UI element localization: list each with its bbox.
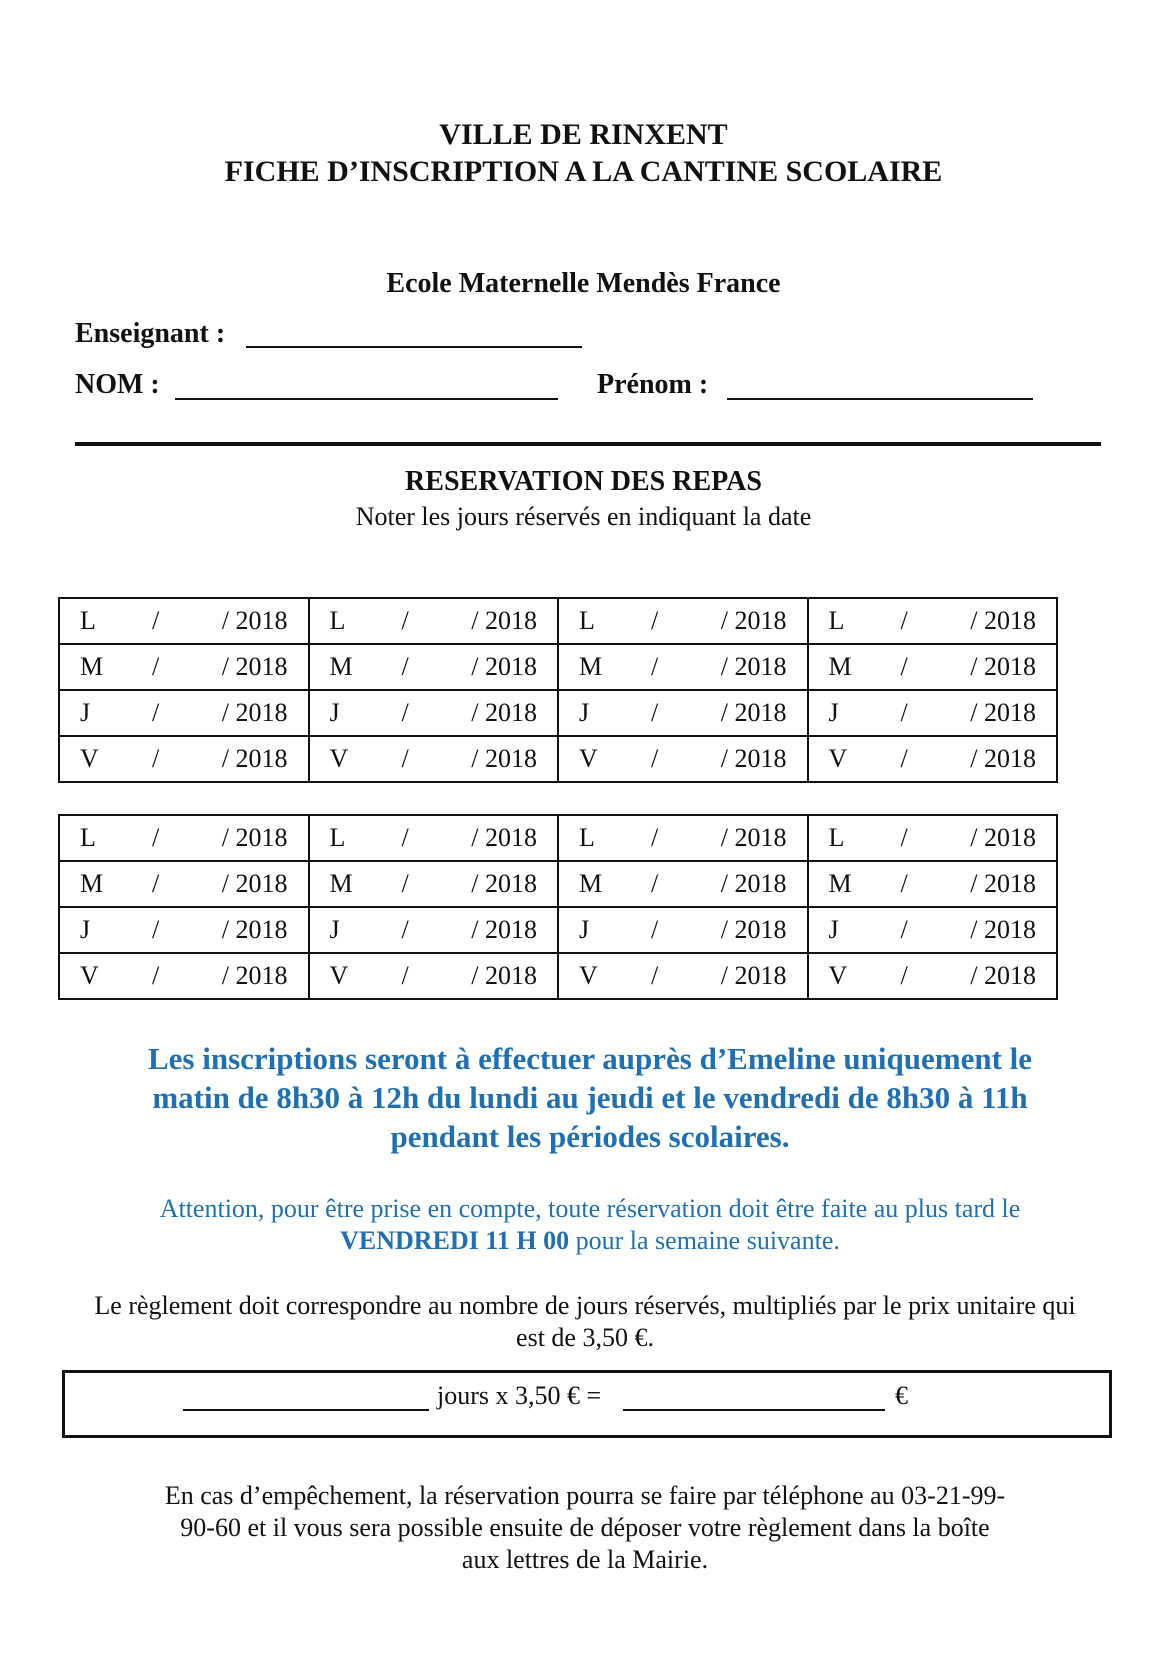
day-letter: L [579,606,595,635]
date-row [59,907,1057,953]
date-cell[interactable] [309,907,559,953]
date-separator: / [651,744,659,773]
day-letter: L [329,606,346,635]
day-letter: M [579,652,603,681]
date-separator: / [152,823,160,852]
day-letter: J [329,915,340,944]
year-label: / 2018 [970,606,1036,635]
document-title-line1: VILLE DE RINXENT [439,118,728,151]
day-letter: V [80,961,99,990]
year-label: / 2018 [221,652,288,681]
date-separator: / [651,915,659,944]
date-separator: / [651,869,659,898]
section-divider [75,442,1101,446]
date-row [59,690,1057,736]
date-separator: / [152,698,160,727]
date-separator: / [401,606,409,635]
attention-prefix: Attention, pour être prise en compte, toute réservation doit être faite au plus tard le [159,1194,1021,1223]
registration-notice: Les inscriptions seront à effectuer auprès d’Emeline uniquement le matin de 8h30 à 12h du lundi au jeudi et le vendredi de 8h30 à 11h pendant les périodes scolaires. [147,1041,1033,1154]
year-label: / 2018 [720,823,787,852]
year-label: / 2018 [471,961,537,990]
day-letter: V [329,744,349,773]
year-label: / 2018 [471,869,537,898]
date-row [59,598,1057,644]
date-cell[interactable] [309,861,559,907]
date-cell[interactable] [808,644,1058,690]
day-letter: L [329,823,346,852]
date-separator: / [651,823,659,852]
firstname-label: Prénom : [597,369,709,400]
day-letter: M [828,652,852,681]
year-label: / 2018 [720,869,787,898]
date-cell[interactable] [558,815,808,861]
date-cell[interactable] [59,598,309,644]
date-cell[interactable] [558,907,808,953]
date-separator: / [900,915,908,944]
date-cell[interactable] [558,598,808,644]
day-letter: L [80,823,96,852]
date-separator: / [900,869,908,898]
day-letter: M [329,652,353,681]
date-separator: / [401,915,409,944]
day-letter: J [329,698,340,727]
date-cell[interactable] [309,736,559,782]
date-separator: / [651,961,659,990]
teacher-label: Enseignant : [75,318,226,349]
date-cell[interactable] [808,690,1058,736]
date-separator: / [900,652,908,681]
name-label: NOM : [75,369,160,400]
year-label: / 2018 [970,698,1036,727]
reservation-title: RESERVATION DES REPAS [405,466,762,497]
date-separator: / [152,652,160,681]
euro-symbol: € [895,1381,908,1410]
formula-text: jours x 3,50 € = [437,1381,602,1410]
date-cell[interactable] [309,690,559,736]
date-separator: / [401,698,409,727]
year-label: / 2018 [221,606,288,635]
date-separator: / [401,823,409,852]
day-letter: M [80,869,104,898]
date-separator: / [651,652,659,681]
day-letter: J [579,698,590,727]
day-letter: M [828,869,852,898]
date-separator: / [900,961,908,990]
year-label: / 2018 [720,606,787,635]
year-label: / 2018 [221,961,288,990]
date-separator: / [900,744,908,773]
date-cell[interactable] [309,644,559,690]
date-cell[interactable] [309,815,559,861]
payment-box [62,1370,1112,1438]
date-cell[interactable] [808,861,1058,907]
day-letter: J [579,915,590,944]
day-letter: J [80,698,91,727]
year-label: / 2018 [471,744,537,773]
year-label: / 2018 [221,823,288,852]
year-label: / 2018 [970,823,1036,852]
year-label: / 2018 [221,869,288,898]
year-label: / 2018 [720,652,787,681]
date-separator: / [401,961,409,990]
day-letter: J [828,698,839,727]
year-label: / 2018 [221,698,288,727]
year-label: / 2018 [970,652,1036,681]
date-row [59,815,1057,861]
attention-notice [110,1193,1070,1257]
year-label: / 2018 [471,698,537,727]
date-separator: / [401,744,409,773]
date-separator: / [900,606,908,635]
date-row [59,861,1057,907]
date-separator: / [900,698,908,727]
date-separator: / [152,915,160,944]
day-letter: V [579,744,598,773]
day-letter: L [80,606,96,635]
date-table-1 [58,597,1058,783]
date-cell[interactable] [808,907,1058,953]
date-cell[interactable] [808,953,1058,999]
name-field[interactable] [175,398,558,400]
payment-text: Le règlement doit correspondre au nombre de jours réservés, multipliés par le prix unitaire qui est de 3,50 €. [94,1291,1076,1352]
date-separator: / [651,698,659,727]
date-cell[interactable] [59,907,309,953]
firstname-field[interactable] [727,398,1033,400]
date-cell[interactable] [558,736,808,782]
date-row [59,736,1057,782]
date-cell[interactable] [558,861,808,907]
year-label: / 2018 [720,915,787,944]
day-letter: L [579,823,595,852]
date-cell[interactable] [59,736,309,782]
date-table-2 [58,814,1058,1000]
day-letter: V [828,744,848,773]
date-separator: / [900,823,908,852]
document-title-line2: FICHE D’INSCRIPTION A LA CANTINE SCOLAIRE [224,155,943,188]
day-letter: J [80,915,91,944]
year-label: / 2018 [471,652,537,681]
school-name: Ecole Maternelle Mendès France [386,268,781,299]
day-letter: V [80,744,99,773]
year-label: / 2018 [720,961,787,990]
date-cell[interactable] [59,953,309,999]
date-cell[interactable] [309,953,559,999]
teacher-field[interactable] [246,346,582,348]
day-letter: L [828,823,845,852]
date-cell[interactable] [558,644,808,690]
day-letter: J [828,915,839,944]
year-label: / 2018 [720,698,787,727]
date-separator: / [152,606,160,635]
year-label: / 2018 [471,823,537,852]
date-cell[interactable] [808,815,1058,861]
day-letter: M [579,869,603,898]
year-label: / 2018 [970,961,1036,990]
year-label: / 2018 [970,869,1036,898]
day-letter: V [329,961,349,990]
day-letter: V [828,961,848,990]
day-letter: M [329,869,353,898]
date-separator: / [401,652,409,681]
date-cell[interactable] [59,861,309,907]
year-label: / 2018 [970,744,1036,773]
year-label: / 2018 [471,606,537,635]
date-separator: / [152,961,160,990]
total-amount-field[interactable] [623,1409,885,1411]
date-cell[interactable] [558,953,808,999]
year-label: / 2018 [471,915,537,944]
year-label: / 2018 [970,915,1036,944]
year-label: / 2018 [221,744,288,773]
days-count-field[interactable] [183,1409,429,1411]
reservation-subtitle: Noter les jours réservés en indiquant la date [355,502,812,531]
day-letter: M [80,652,104,681]
date-separator: / [152,744,160,773]
date-cell[interactable] [808,736,1058,782]
year-label: / 2018 [720,744,787,773]
footer-text: En cas d’empêchement, la réservation pourra se faire par téléphone au 03-21-99-90-60 et il vous sera possible ensuite de déposer votre règlement dans la boîte aux lettres de la Mairie. [164,1481,1006,1574]
attention-deadline: VENDREDI 11 H 00 [340,1226,570,1255]
year-label: / 2018 [221,915,288,944]
attention-suffix: pour la semaine suivante. [575,1226,840,1255]
date-separator: / [651,606,659,635]
date-separator: / [401,869,409,898]
date-separator: / [152,869,160,898]
day-letter: V [579,961,598,990]
date-cell[interactable] [59,644,309,690]
date-cell[interactable] [59,815,309,861]
date-cell[interactable] [558,690,808,736]
date-row [59,644,1057,690]
date-cell[interactable] [59,690,309,736]
day-letter: L [828,606,845,635]
date-cell[interactable] [309,598,559,644]
date-cell[interactable] [808,598,1058,644]
date-row [59,953,1057,999]
